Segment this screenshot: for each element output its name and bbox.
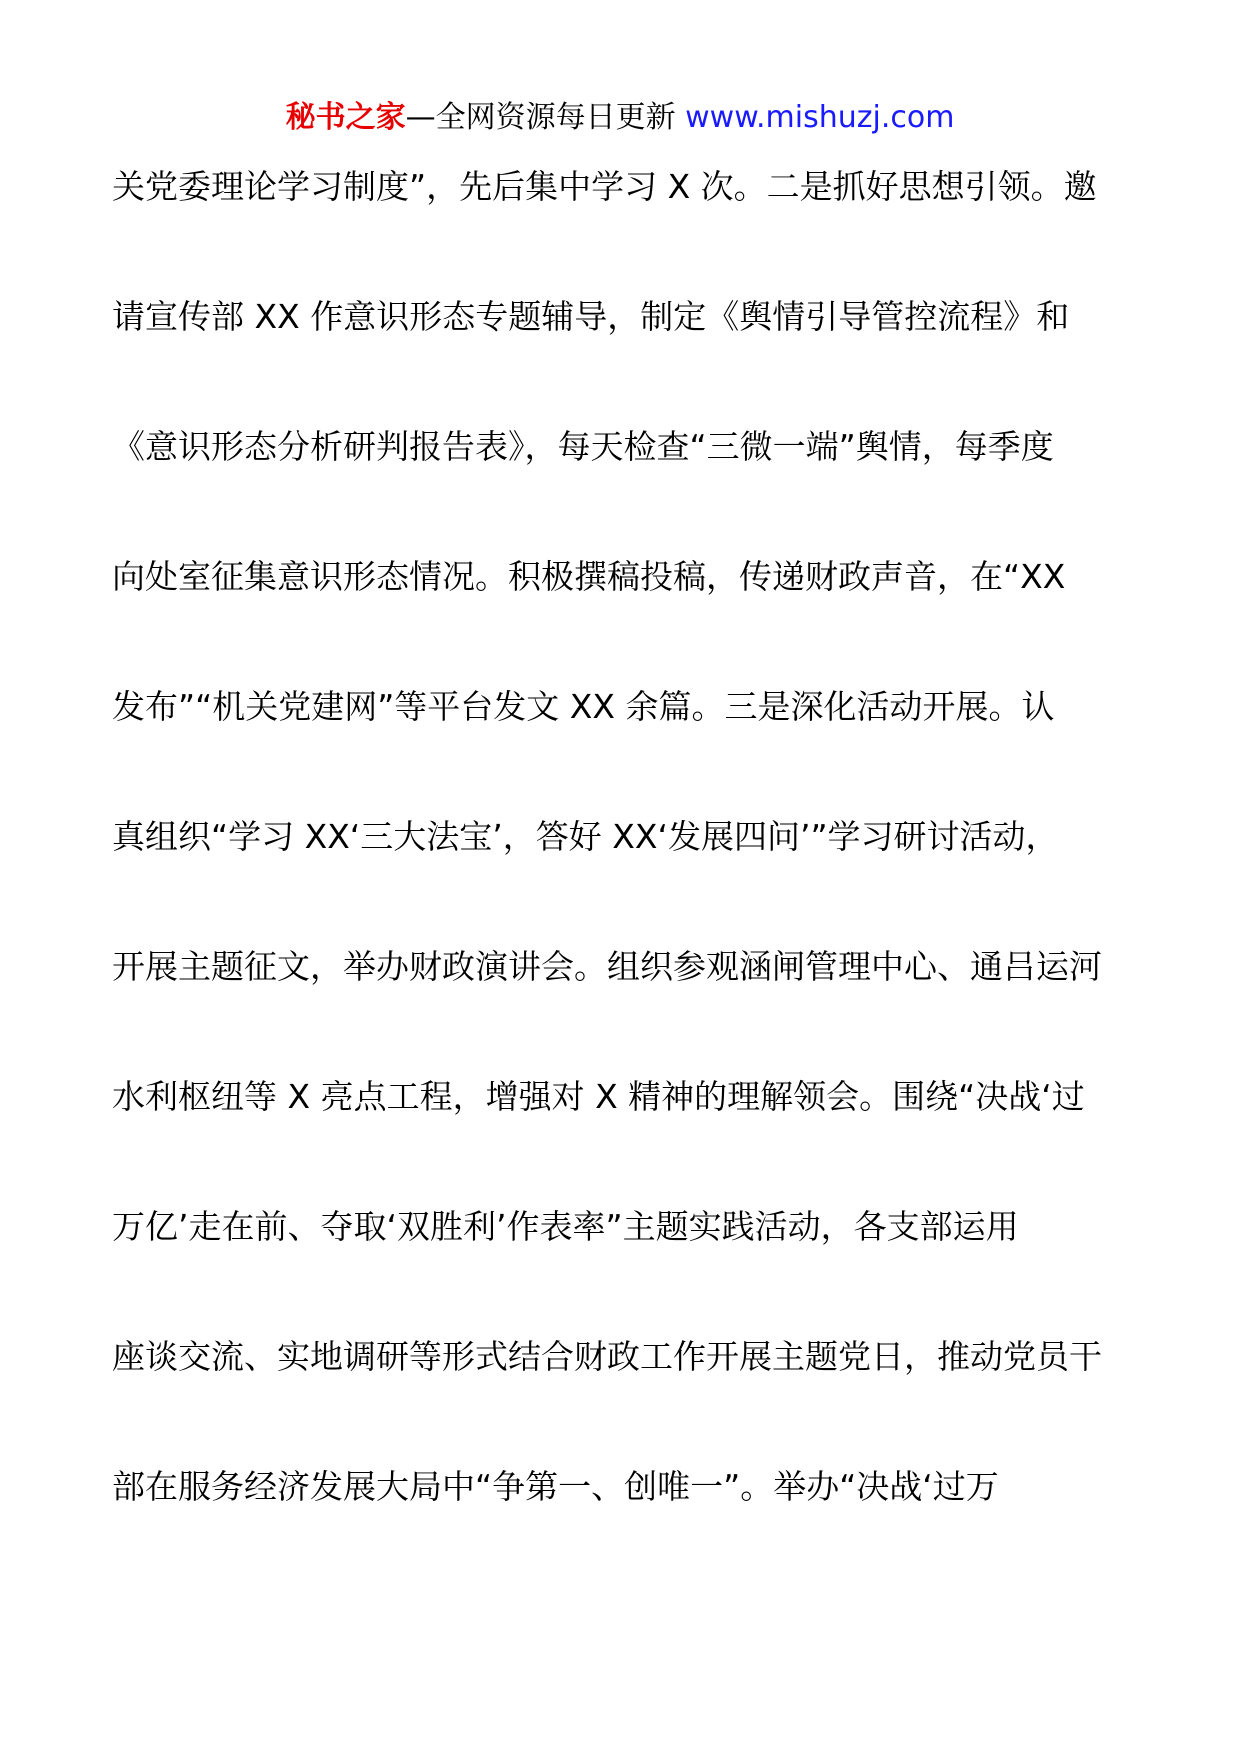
text-line-6: 真组织“学习 XX‘三大法宝’，答好 XX‘发展四问’”学习研讨活动，	[112, 817, 1059, 856]
text-line-1: 关党委理论学习制度”，先后集中学习 X 次。二是抓好思想引领。邀	[112, 167, 1097, 206]
text-line-2: 请宣传部 XX 作意识形态专题辅导，制定《舆情引导管控流程》和	[112, 297, 1070, 336]
page-header	[0, 98, 1240, 138]
text-line-11: 部在服务经济发展大局中“争第一、创唯一”。举办“决战‘过万	[112, 1467, 999, 1506]
text-line-4: 向处室征集意识形态情况。积极撰稿投稿，传递财政声音，在“XX	[112, 557, 1066, 596]
text-line-8: 水利枢纽等 X 亮点工程，增强对 X 精神的理解领会。围绕“决战‘过	[112, 1077, 1085, 1116]
document-body	[112, 164, 1152, 1594]
site-url: www.mishuzj.com	[685, 100, 955, 135]
brand-name: 秘书之家	[285, 100, 406, 135]
header-tagline: —全网资源每日更新	[405, 100, 686, 135]
text-line-10: 座谈交流、实地调研等形式结合财政工作开展主题党日，推动党员干	[112, 1337, 1102, 1376]
text-line-9: 万亿’走在前、夺取‘双胜利’作表率”主题实践活动，各支部运用	[112, 1207, 1019, 1246]
text-line-5: 发布”“机关党建网”等平台发文 XX 余篇。三是深化活动开展。认	[112, 687, 1055, 726]
text-line-7: 开展主题征文，举办财政演讲会。组织参观涵闸管理中心、通吕运河	[112, 947, 1102, 986]
text-line-3: 《意识形态分析研判报告表》，每天检查“三微一端”舆情，每季度	[112, 427, 1054, 466]
